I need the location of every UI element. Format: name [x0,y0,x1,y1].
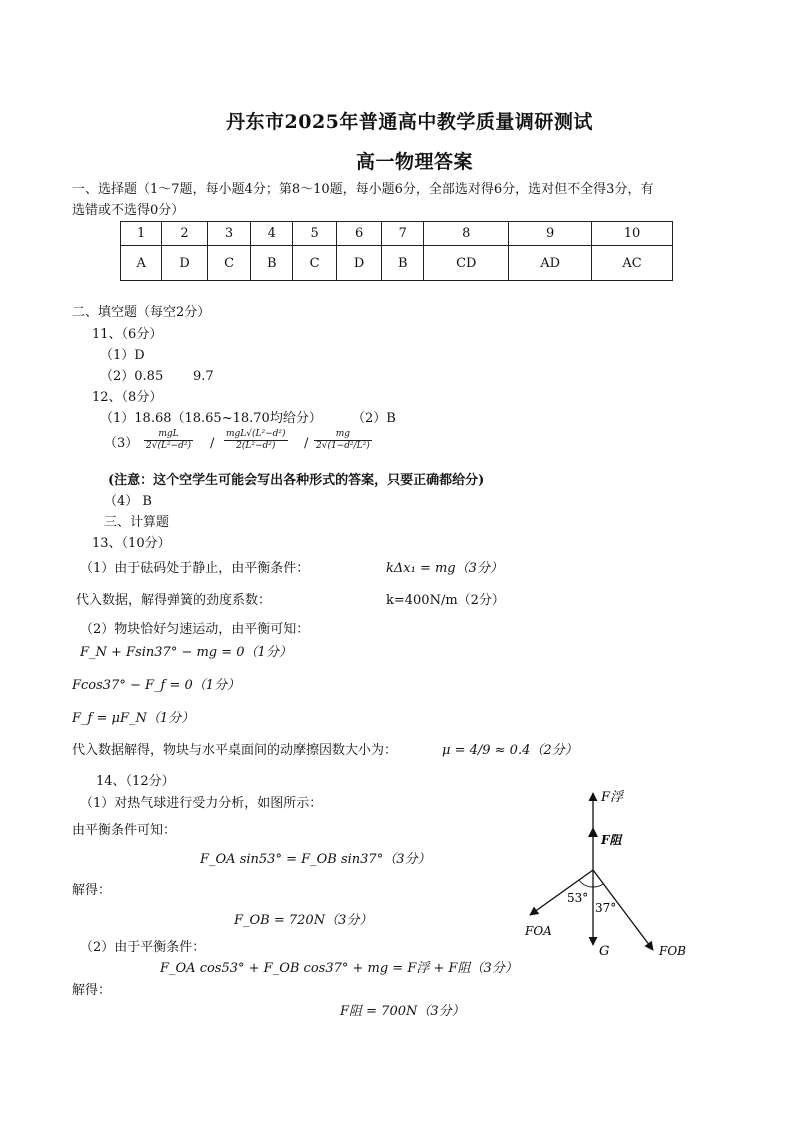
fraction-numerator: mg [314,429,372,441]
q11-label: 11、（6分） [92,327,163,342]
q12-part1: （1）18.68（18.65~18.70均给分） [100,411,322,426]
q13-eq-mu: μ = 4/9 ≈ 0.4（2分） [442,743,578,758]
q14-line5: 解得： [72,983,112,998]
answer-cell: AD [509,246,592,281]
q13-eq-hooke: kΔx₁ = mg（3分） [386,561,503,576]
answer-cell: AC [592,246,673,281]
q13-line4: 代入数据解得，物块与水平桌面间的动摩擦因数大小为： [72,743,398,758]
q12-fraction-1 [144,429,193,452]
gravity-label: G [599,944,610,959]
q14-line3: 解得： [72,883,112,898]
section1-header-line2: 选错或不选得0分） [72,203,185,218]
question-number: 1 [121,222,162,246]
question-number: 4 [251,222,293,246]
q11-part2-b: 9.7 [193,369,214,384]
answer-table [120,221,673,281]
q12-note: (注意：这个空学生可能会写出各种形式的答案，只要正确都给分) [108,473,485,488]
q13-line1: （1）由于砝码处于静止，由平衡条件： [80,561,310,576]
q11-part1: （1）D [100,348,145,363]
angle-37-label: 37° [595,901,617,915]
question-number: 10 [592,222,673,246]
fob-label: FOB [659,944,686,958]
foa-label: FOA [525,924,552,938]
buoyancy-label: F浮 [601,790,624,805]
q12-part3-label: （3） [104,436,139,451]
q13-eq-k: k=400N/m（2分） [386,593,505,608]
question-number: 7 [382,222,424,246]
fraction-numerator: mgL√(L²−d²) [226,429,286,439]
drag-arrowhead [588,827,598,837]
q13-label: 13、（10分） [92,536,171,551]
section3-header: 三、计算题 [104,515,170,530]
question-number: 3 [207,222,251,246]
question-number: 8 [424,222,509,246]
q13-eq3: F_f = μF_N（1分） [72,711,195,726]
q14-eq4: F阻 = 700N（3分） [340,1004,465,1019]
section2-header: 二、填空题（每空2分） [72,305,211,320]
answer-cell: C [293,246,337,281]
answer-cell: B [251,246,293,281]
q12-fraction-2 [224,429,288,452]
answer-cell: C [207,246,251,281]
q12-label: 12、（8分） [92,390,163,405]
fraction-numerator: mgL [144,429,193,441]
angle-53-label: 53° [567,891,589,905]
question-number: 9 [509,222,592,246]
answer-cell: B [382,246,424,281]
answer-cell: A [121,246,162,281]
question-number: 6 [336,222,381,246]
answer-cell: D [162,246,207,281]
q14-line1: （1）对热气球进行受力分析，如图所示： [80,796,323,811]
q12-part2: （2）B [352,411,396,426]
answer-cell: D [336,246,381,281]
q14-eq2: F_OB = 720N（3分） [234,913,373,928]
force-diagram [515,785,690,965]
q13-eq1: F_N + Fsin37° − mg = 0（1分） [80,645,292,660]
section1-header-line1: 一、选择题（1～7题，每小题4分；第8～10题，每小题6分，全部选对得6分，选对但不全得3分，有 [72,182,654,197]
q13-eq2: Fcos37° − F_f = 0（1分） [72,678,241,693]
question-number: 5 [293,222,337,246]
page-subtitle: 高一物理答案 [356,151,474,173]
q13-line2: 代入数据，解得弹簧的劲度系数： [76,593,272,608]
fraction-denominator: 2√(L²−d²) [146,441,191,451]
angle-arc-37 [593,884,603,887]
fraction-denominator: 2(L²−d²) [236,441,276,451]
q14-label: 14、（12分） [96,774,175,789]
q12-fraction-3 [314,429,372,452]
q14-eq3: F_OA cos53° + F_OB cos37° + mg = F浮 + F阻（3分） [160,961,518,976]
question-number: 2 [162,222,207,246]
angle-arc-53 [579,880,593,887]
q12-slash-2: / [304,436,309,451]
answer-cell: CD [424,246,509,281]
q12-slash-1: / [210,436,215,451]
fraction-denominator: 2√(1−d²/L²) [316,441,370,451]
answer-table-number-row [121,222,673,246]
page-title: 丹东市2025年普通高中教学质量调研测试 [226,111,593,133]
q11-part2: （2）0.85 [100,369,164,384]
q12-part4: （4） B [104,494,152,509]
q13-line3: （2）物块恰好匀速运动，由平衡可知： [80,622,310,637]
q14-line4: （2）由于平衡条件： [80,940,206,955]
drag-label: F阻 [601,833,622,847]
q14-eq1: F_OA sin53° = F_OB sin37°（3分） [200,852,431,867]
answer-table-answer-row [121,246,673,281]
q14-line2: 由平衡条件可知： [72,823,177,838]
